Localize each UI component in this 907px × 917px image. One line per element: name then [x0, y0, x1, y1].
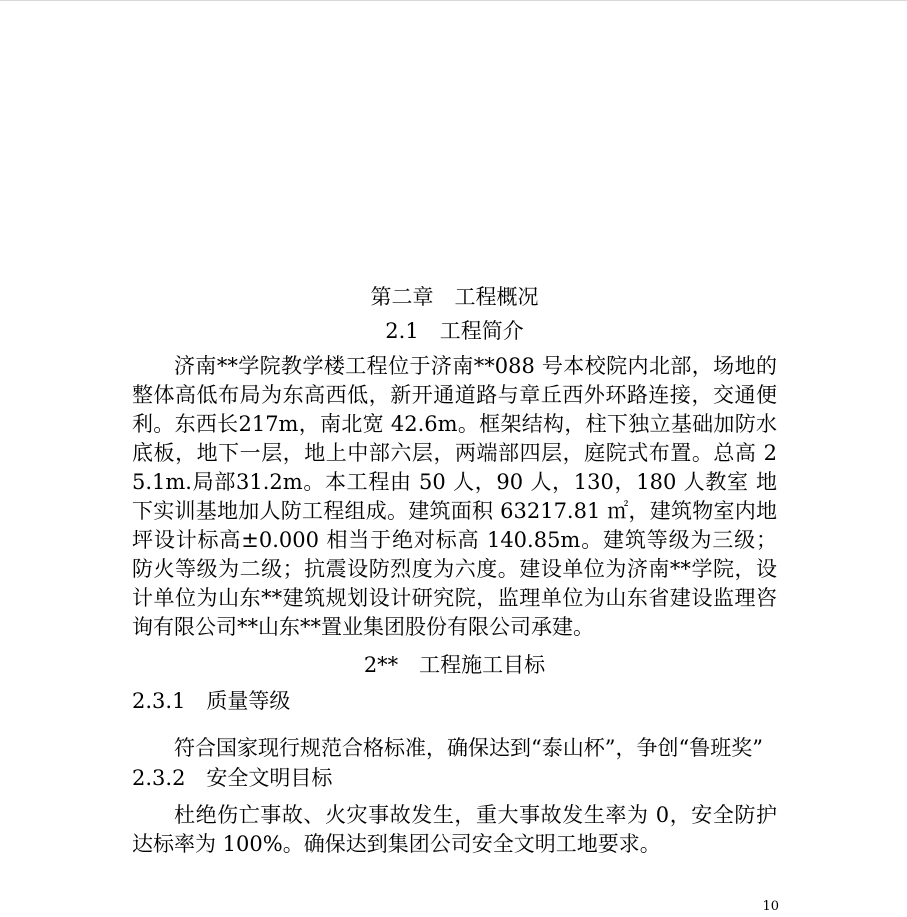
spacer: [132, 793, 777, 801]
subsection-heading-safety-goals: 2.3.2 安全文明目标: [132, 766, 333, 790]
section-title-construction-goals: 2** 工程施工目标: [363, 653, 546, 677]
section-title-2-1: 2.1 工程简介: [385, 319, 524, 343]
quality-grade-paragraph: 符合国家现行规范合格标准，确保达到“泰山杯”，争创“鲁班奖”: [174, 736, 763, 760]
chapter-title: 第二章 工程概况: [370, 285, 539, 309]
spacer: [132, 716, 777, 734]
subsection-heading-quality-grade: 2.3.1 质量等级: [132, 689, 291, 713]
page-number: 10: [762, 899, 779, 914]
top-border: [0, 0, 907, 1]
safety-goals-paragraph: 杜绝伤亡事故、火灾事故发生，重大事故发生率为 0，安全防护达标率为 100%。确保达到集团公司安全文明工地要求。: [132, 803, 777, 856]
project-overview-paragraph: 济南**学院教学楼工程位于济南**088 号本校院内北部，场地的整体高低布局为东高西低，新开通道路与章丘西外环路连接，交通便利。东西长217m，南北宽 42.6m。框架结构，柱下独立基础加防水底板，地下一层，地上中部六层，两端部四层，庭院式布置。总高 25.1m.局部31.2m。本工程由 50 人，90 人，130，180 人教室 地下实训基地加人防工程组成。建筑面积 63217.81 ㎡，建筑物室内地坪设计标高±0.000 相当于绝对标高 140.85m。建筑等级为三级；防火等级为二级；抗震设防烈度为六度。建设单位为济南**学院，设计单位为山东**建筑规划设计研究院，监理单位为山东省建设监理咨询有限公司**山东**置业集团股份有限公司承建。: [132, 354, 777, 639]
document-page: [132, 280, 777, 859]
